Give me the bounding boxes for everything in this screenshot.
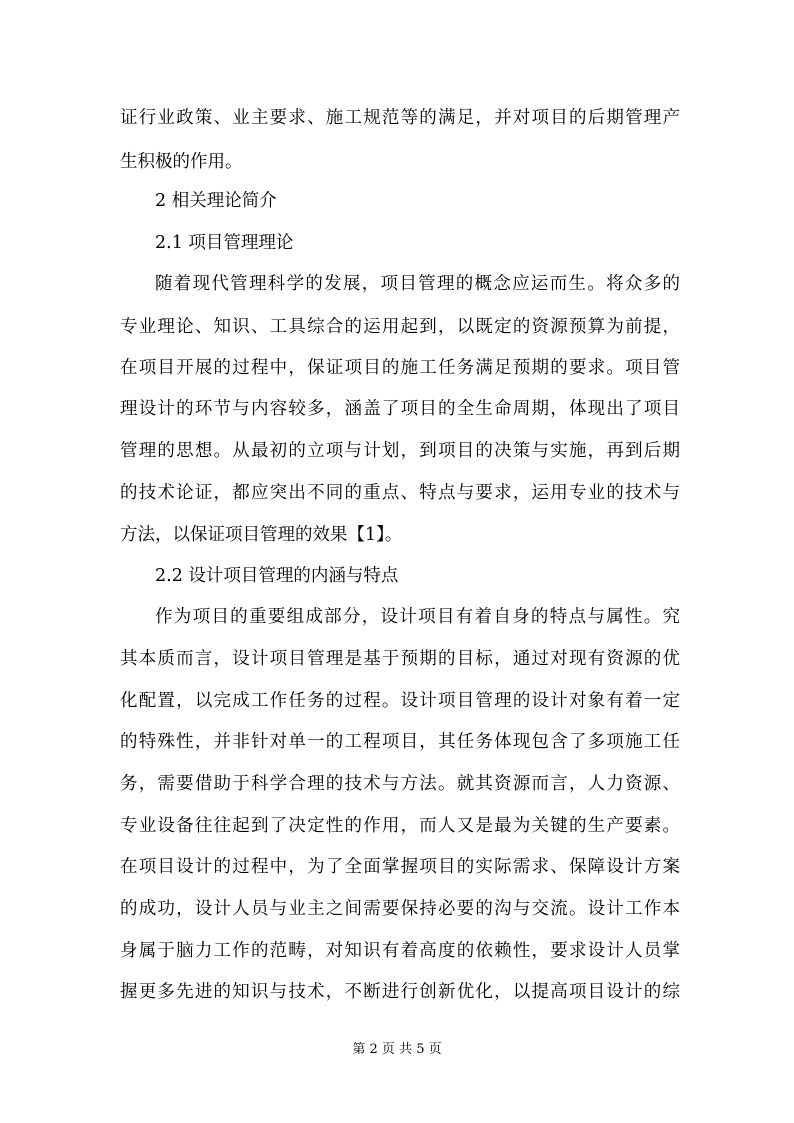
body-text-line: 在项目设计的过程中，为了全面掌握项目的实际需求、保障设计方案 (120, 857, 680, 877)
body-text-line: 生积极的作用。 (120, 152, 243, 172)
body-text-line: 的特殊性，并非针对单一的工程项目，其任务体现包含了多项施工任 (120, 732, 680, 752)
subsection-heading: 2.1 项目管理理论 (155, 233, 294, 253)
body-text-line: 其本质而言，设计项目管理是基于预期的目标，通过对现有资源的优 (120, 649, 680, 669)
body-text-line: 专业理论、知识、工具综合的运用起到，以既定的资源预算为前提， (120, 317, 680, 337)
page-number-footer: 第 2 页 共 5 页 (352, 1042, 442, 1057)
body-text-line: 方法，以保证项目管理的效果【1】。 (120, 525, 403, 545)
body-text-line: 的成功，设计人员与业主之间需要保持必要的沟与交流。设计工作本 (120, 899, 680, 919)
body-text-line: 管理的思想。从最初的立项与计划，到项目的决策与实施，再到后期 (120, 441, 680, 461)
section-heading: 2 相关理论简介 (155, 191, 277, 211)
body-text-line: 的技术论证，都应突出不同的重点、特点与要求，运用专业的技术与 (120, 483, 680, 503)
subsection-heading: 2.2 设计项目管理的内涵与特点 (155, 566, 399, 586)
body-text-line: 化配置，以完成工作任务的过程。设计项目管理的设计对象有着一定 (120, 691, 680, 711)
body-text-line: 理设计的环节与内容较多，涵盖了项目的全生命周期，体现出了项目 (120, 399, 680, 419)
body-text-line: 随着现代管理科学的发展，项目管理的概念应运而生。将众多的 (155, 274, 680, 294)
body-text-line: 务，需要借助于科学合理的技术与方法。就其资源而言，人力资源、 (120, 774, 680, 794)
body-text-line: 身属于脑力工作的范畴，对知识有着高度的依赖性，要求设计人员掌 (120, 941, 680, 961)
body-text-line: 在项目开展的过程中，保证项目的施工任务满足预期的要求。项目管 (120, 358, 680, 378)
body-text-line: 专业设备往往起到了决定性的作用，而人又是最为关键的生产要素。 (120, 816, 680, 836)
body-text-line: 证行业政策、业主要求、施工规范等的满足，并对项目的后期管理产 (120, 108, 680, 128)
body-text-line: 作为项目的重要组成部分，设计项目有着自身的特点与属性。究 (155, 607, 680, 627)
body-text-line: 握更多先进的知识与技术，不断进行创新优化，以提高项目设计的综 (120, 982, 680, 1002)
